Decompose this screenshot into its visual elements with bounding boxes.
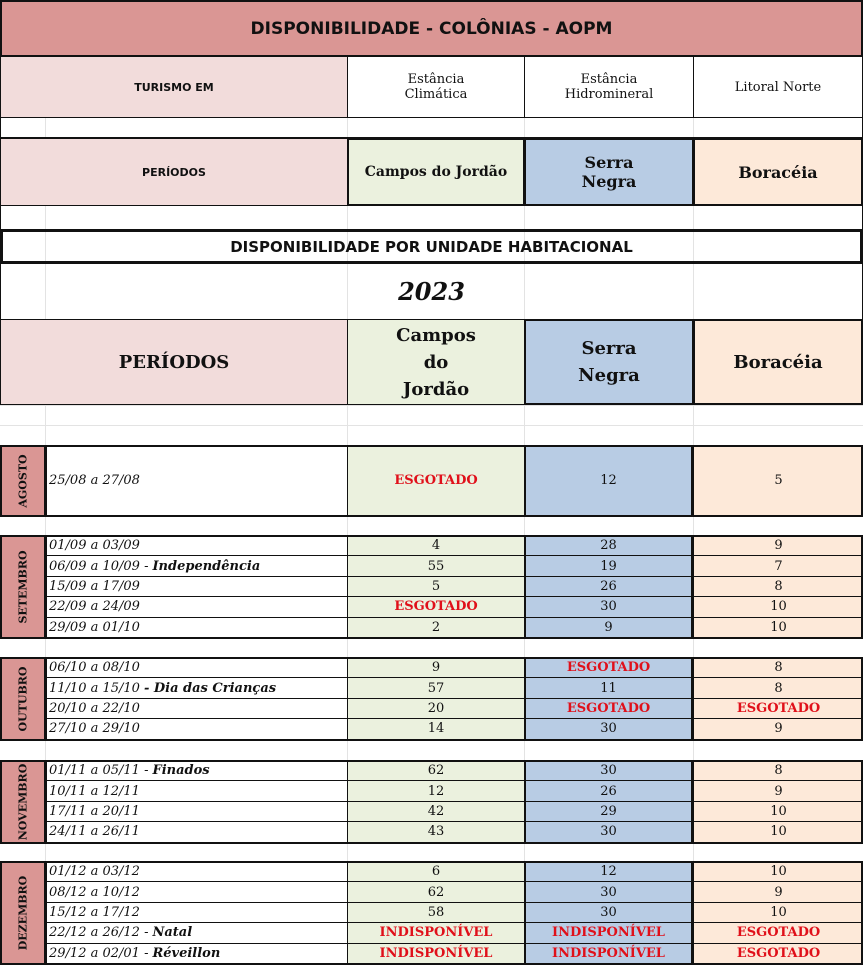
availability-serra: 30 [524, 903, 693, 923]
table-header-campos: Campos do Jordão [347, 319, 525, 405]
availability-boraceia: 8 [693, 678, 863, 698]
availability-serra: INDISPONÍVEL [524, 923, 693, 943]
availability-campos: ESGOTADO [347, 597, 524, 617]
availability-boraceia: 5 [693, 446, 863, 516]
availability-serra: 11 [524, 678, 693, 698]
availability-serra: 26 [524, 781, 693, 801]
period-dates: 10/11 a 12/11 [49, 783, 140, 799]
availability-campos: INDISPONÍVEL [347, 944, 524, 964]
availability-campos: 5 [347, 577, 524, 597]
availability-boraceia: 7 [693, 556, 863, 576]
table-row-period [45, 699, 348, 719]
availability-boraceia: 9 [693, 536, 863, 556]
period-dates: 24/11 a 26/11 [49, 824, 140, 840]
availability-campos: INDISPONÍVEL [347, 923, 524, 943]
table-row-period [45, 862, 348, 882]
table-row-period [45, 719, 348, 739]
month-label [0, 760, 46, 844]
period-event: Natal [152, 925, 193, 941]
availability-campos: 2 [347, 618, 524, 638]
month-name: DEZEMBRO [16, 875, 30, 951]
availability-serra: ESGOTADO [524, 658, 693, 678]
period-event: Réveillon [152, 945, 221, 961]
table-row-period [45, 903, 348, 923]
spacer-row [0, 206, 863, 230]
availability-boraceia: 9 [693, 882, 863, 902]
availability-campos: 14 [347, 719, 524, 739]
availability-boraceia: 8 [693, 577, 863, 597]
table-row-period [45, 923, 348, 943]
page-title: DISPONIBILIDADE - COLÔNIAS - AOPM [0, 0, 863, 57]
availability-campos: 62 [347, 882, 524, 902]
availability-campos: ESGOTADO [347, 446, 524, 516]
availability-campos: 4 [347, 536, 524, 556]
availability-campos: 12 [347, 781, 524, 801]
table-row-period [45, 618, 348, 638]
availability-campos: 43 [347, 822, 524, 842]
table-row-period [45, 536, 348, 556]
availability-serra: 9 [524, 618, 693, 638]
location-campos: Campos do Jordão [347, 138, 525, 206]
availability-serra: ESGOTADO [524, 699, 693, 719]
table-header-serra: Serra Negra [524, 319, 694, 405]
availability-boraceia: 10 [693, 802, 863, 822]
period-dates: 11/10 a 15/10 [49, 680, 140, 696]
availability-serra: 28 [524, 536, 693, 556]
availability-serra: 29 [524, 802, 693, 822]
period-dates: 15/09 a 17/09 [49, 578, 140, 594]
periodos-label: PERÍODOS [0, 138, 348, 206]
month-name: SETEMBRO [16, 550, 30, 624]
gridline [0, 425, 863, 426]
availability-boraceia: 9 [693, 781, 863, 801]
availability-campos: 20 [347, 699, 524, 719]
availability-serra: INDISPONÍVEL [524, 944, 693, 964]
month-label [0, 861, 46, 965]
period-dates: 01/09 a 03/09 [49, 538, 140, 554]
period-dates: 08/12 a 10/12 [49, 884, 140, 900]
turismo-type-hidromineral: Estância Hidromineral [524, 57, 694, 118]
availability-boraceia: 8 [693, 658, 863, 678]
period-dates: 06/10 a 08/10 [49, 660, 140, 676]
availability-boraceia: 10 [693, 618, 863, 638]
availability-serra: 30 [524, 597, 693, 617]
location-serra: Serra Negra [524, 138, 694, 206]
availability-boraceia: ESGOTADO [693, 923, 863, 943]
period-dates: 17/11 a 20/11 [49, 803, 140, 819]
table-row-period [45, 678, 348, 698]
period-dates: 06/09 a 10/09 - [49, 558, 149, 574]
period-dates: 20/10 a 22/10 [49, 700, 140, 716]
month-label [0, 657, 46, 741]
availability-serra: 30 [524, 719, 693, 739]
table-periodos-header: PERÍODOS [0, 319, 348, 405]
table-row-period [45, 882, 348, 902]
availability-serra: 12 [524, 862, 693, 882]
availability-serra: 26 [524, 577, 693, 597]
month-label [0, 535, 46, 639]
table-row-period [45, 822, 348, 842]
availability-campos: 58 [347, 903, 524, 923]
availability-serra: 30 [524, 822, 693, 842]
gridline [0, 405, 863, 406]
table-row-period [45, 577, 348, 597]
period-dates: 01/11 a 05/11 - [49, 763, 149, 779]
availability-serra: 19 [524, 556, 693, 576]
table-row-period [45, 446, 348, 516]
period-dates: 22/09 a 24/09 [49, 599, 140, 615]
month-label [0, 445, 46, 517]
availability-campos: 62 [347, 761, 524, 781]
period-event: Independência [152, 558, 261, 574]
availability-campos: 55 [347, 556, 524, 576]
table-header-boraceia: Boracéia [693, 319, 863, 405]
availability-boraceia: 10 [693, 822, 863, 842]
month-name: AGOSTO [16, 454, 30, 508]
availability-boraceia: ESGOTADO [693, 944, 863, 964]
availability-boraceia: 10 [693, 903, 863, 923]
turismo-label: TURISMO EM [0, 57, 348, 118]
availability-boraceia: 9 [693, 719, 863, 739]
month-name: NOVEMBRO [16, 763, 30, 841]
table-row-period [45, 658, 348, 678]
availability-campos: 57 [347, 678, 524, 698]
availability-campos: 42 [347, 802, 524, 822]
period-dates: 22/12 a 26/12 - [49, 925, 149, 941]
availability-campos: 6 [347, 862, 524, 882]
turismo-type-climatica: Estância Climática [347, 57, 525, 118]
month-name: OUTUBRO [16, 666, 30, 732]
period-dates: 15/12 a 17/12 [49, 904, 140, 920]
period-dates: 29/12 a 02/01 - [49, 945, 149, 961]
spacer-row [0, 118, 863, 138]
table-row-period [45, 556, 348, 576]
period-event: Finados [152, 763, 210, 779]
period-dates: 25/08 a 27/08 [49, 473, 140, 488]
availability-boraceia: 8 [693, 761, 863, 781]
period-dates: 27/10 a 29/10 [49, 721, 140, 737]
availability-serra: 30 [524, 882, 693, 902]
turismo-type-litoral: Litoral Norte [693, 57, 863, 118]
availability-campos: 9 [347, 658, 524, 678]
subtitle: DISPONIBILIDADE POR UNIDADE HABITACIONAL [1, 230, 862, 263]
location-boraceia: Boracéia [693, 138, 863, 206]
table-row-period [45, 761, 348, 781]
period-dates: 01/12 a 03/12 [49, 864, 140, 880]
table-row-period [45, 802, 348, 822]
table-row-period [45, 944, 348, 964]
period-event: - Dia das Crianças [143, 680, 277, 696]
availability-serra: 12 [524, 446, 693, 516]
table-row-period [45, 781, 348, 801]
availability-boraceia: 10 [693, 597, 863, 617]
year-heading: 2023 [0, 263, 863, 320]
table-row-period [45, 597, 348, 617]
period-dates: 29/09 a 01/10 [49, 619, 140, 635]
availability-boraceia: 10 [693, 862, 863, 882]
availability-boraceia: ESGOTADO [693, 699, 863, 719]
availability-serra: 30 [524, 761, 693, 781]
